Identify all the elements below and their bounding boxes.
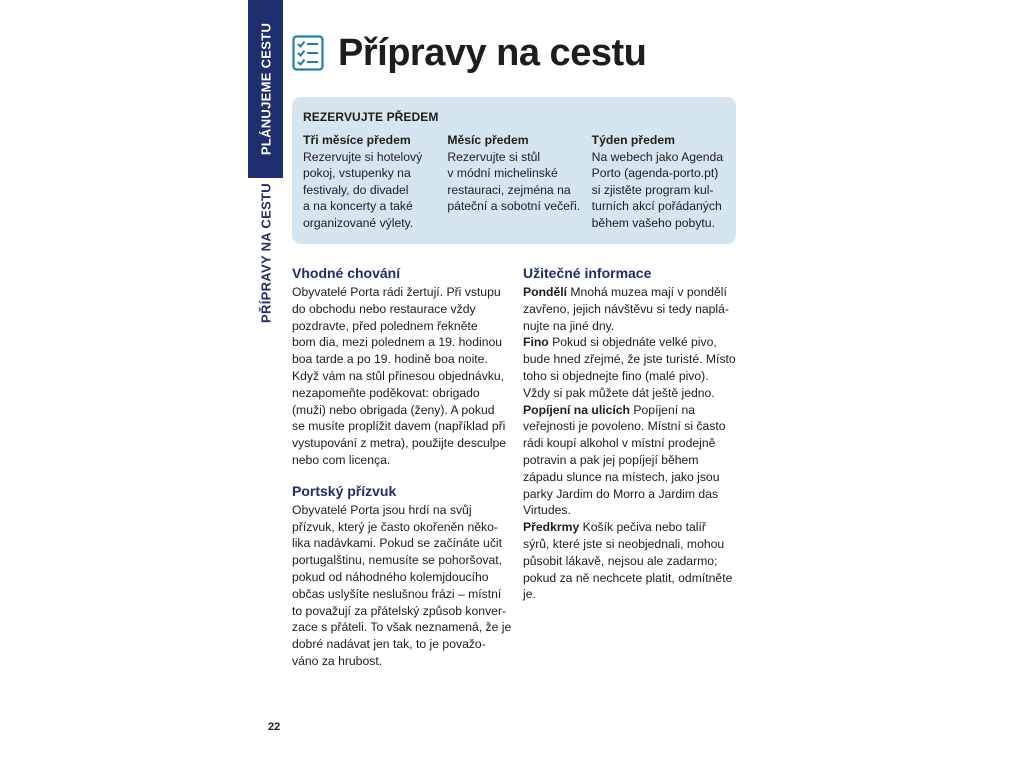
right-column — [523, 265, 745, 603]
section-gap — [292, 469, 514, 483]
reserve-columns — [303, 132, 736, 232]
info-entry-line — [523, 519, 745, 536]
text-line: do obchodu nebo restaurace vždy — [292, 301, 476, 316]
text-line: pozdravte, před polednem řekněte — [292, 318, 478, 333]
text-line: pokud od náhodného kolemjdoucího — [292, 569, 489, 584]
reserve-box-heading: REZERVUJTE PŘEDEM — [303, 110, 439, 124]
tab-pripravy-na-cestu-label: PŘÍPRAVY NA CESTU — [258, 183, 273, 323]
reserve-line: v módní michelinské — [447, 166, 558, 181]
text-line: rádi koupí alkohol v místní prodejně — [523, 436, 716, 451]
text-line: nezapomeňte poděkovat: obrigado — [292, 385, 480, 400]
checklist-icon — [292, 35, 324, 71]
reserve-col-title: Měsíc předem — [447, 133, 529, 147]
reserve-line: si zjistěte program kul- — [591, 182, 714, 197]
text-line: bom dia, mezi polednem a 19. hodinou — [292, 335, 503, 350]
reserve-line: pokoj, vstupenky na — [303, 166, 411, 181]
info-term: Popíjení na ulicích — [523, 402, 630, 417]
section-heading-accent: Portský přízvuk — [292, 482, 397, 499]
reserve-col-three-months — [303, 132, 447, 232]
section-heading-behavior: Vhodné chování — [292, 265, 401, 281]
left-column — [292, 265, 514, 670]
tab-planujeme-cestu[interactable] — [248, 0, 283, 178]
text-line: vystupování z metra), použijte desculpe — [292, 436, 507, 451]
text-line: veřejnosti je povoleno. Místní si často — [523, 419, 726, 434]
text-line: nebo com licença. — [292, 452, 391, 467]
text-line: Popíjení na — [630, 402, 696, 417]
text-line: přízvuk, který je často okořeněn něko- — [292, 519, 498, 534]
section-heading-useful-info: Užitečné informace — [523, 265, 652, 281]
text-line: pokud za ně nechcete platit, odmítněte — [523, 570, 733, 585]
tab-planujeme-cestu-label: PLÁNUJEME CESTU — [258, 22, 273, 156]
text-line: působit lákavě, nejsou ale zadarmo; — [523, 553, 718, 568]
text-line: (muži) nebo obrigada (ženy). A pokud — [292, 402, 495, 417]
text-line: Košík pečiva nebo talíř — [579, 520, 706, 535]
reserve-line: festivaly, do divadel — [303, 182, 409, 197]
behavior-text — [292, 284, 514, 469]
text-line: zavřeno, jejich návštěvu si tedy naplá- — [523, 301, 729, 316]
reserve-col-title: Týden předem — [591, 133, 675, 147]
reserve-col-title: Tři měsíce předem — [303, 133, 411, 147]
text-line: to považují za přátelský způsob konver- — [292, 603, 507, 618]
text-line: Virtudes. — [523, 503, 571, 518]
reserve-line: turních akcí pořádaných — [591, 199, 722, 214]
reserve-line: Porto (agenda-porto.pt) — [591, 166, 719, 181]
text-line: Když vám na stůl přinesou objednávku, — [292, 368, 505, 383]
text-line: potravin a pak jej popíjejí během — [523, 452, 699, 467]
info-term: Pondělí — [523, 285, 568, 299]
reserve-line: Rezervujte si stůl — [447, 149, 541, 164]
text-line: západu slunce na místech, jako jsou — [523, 469, 720, 484]
text-line: se musíte proplížit davem (například při — [292, 419, 506, 434]
text-line: boa tarde a po 19. hodině boa noite. — [292, 352, 488, 367]
text-line: lika nadávkami. Pokud se začínáte učit — [292, 536, 503, 551]
text-line: bude hned zřejmé, že jste turisté. Místo — [523, 352, 736, 367]
reserve-col-one-week — [592, 132, 736, 232]
info-term: Předkrmy — [523, 520, 580, 535]
reserve-col-one-month — [447, 132, 591, 232]
tab-pripravy-na-cestu[interactable] — [248, 178, 283, 328]
page-number: 22 — [268, 721, 281, 733]
text-line: váno za hrubost. — [292, 653, 383, 668]
reserve-line: Rezervujte si hotelový — [303, 149, 423, 164]
info-term: Fino — [523, 335, 549, 350]
text-line: Obyvatelé Porta jsou hrdí na svůj — [292, 502, 472, 517]
text-line: je. — [523, 587, 536, 602]
page-title: Přípravy na cestu — [338, 31, 647, 74]
reserve-ahead-box — [292, 97, 736, 244]
accent-text — [292, 502, 514, 670]
info-entry-line — [523, 284, 745, 301]
title-row — [292, 30, 646, 76]
text-line: toho si objednejte fino (malé pivo). — [523, 368, 709, 383]
info-entry-line — [523, 334, 745, 351]
text-line: dobré nadávat jen tak, to je považo- — [292, 637, 486, 652]
text-line: Mnohá muzea mají v pondělí — [567, 285, 727, 299]
reserve-line: a na koncerty a také — [303, 199, 413, 214]
text-line: portugalštinu, nemusíte se pohoršovat, — [292, 553, 503, 568]
reserve-line: Na webech jako Agenda — [591, 149, 724, 164]
text-line: nujte na jiné dny. — [523, 318, 615, 333]
text-line: Vždy si pak můžete dát ještě jedno. — [523, 385, 715, 400]
text-line: zace s přáteli. To však neznamená, že je — [292, 620, 512, 635]
text-line: parky Jardim do Morro a Jardim das — [523, 486, 719, 501]
text-line: občas uslyšíte neslušnou frázi – místní — [292, 586, 502, 601]
info-entry-line — [523, 402, 745, 419]
text-line: Obyvatelé Porta rádi žertují. Při vstupu — [292, 285, 501, 299]
text-line: Pokud si objednáte velké pivo, — [548, 335, 717, 350]
useful-info-text — [523, 284, 745, 603]
reserve-line: organizované výlety. — [303, 215, 414, 230]
reserve-line: restauraci, zejména na — [447, 182, 571, 197]
reserve-line: během vašeho pobytu. — [591, 215, 715, 230]
reserve-line: páteční a sobotní večeři. — [447, 199, 581, 214]
text-line: sýrů, které jste si neobjednali, mohou — [523, 536, 725, 551]
